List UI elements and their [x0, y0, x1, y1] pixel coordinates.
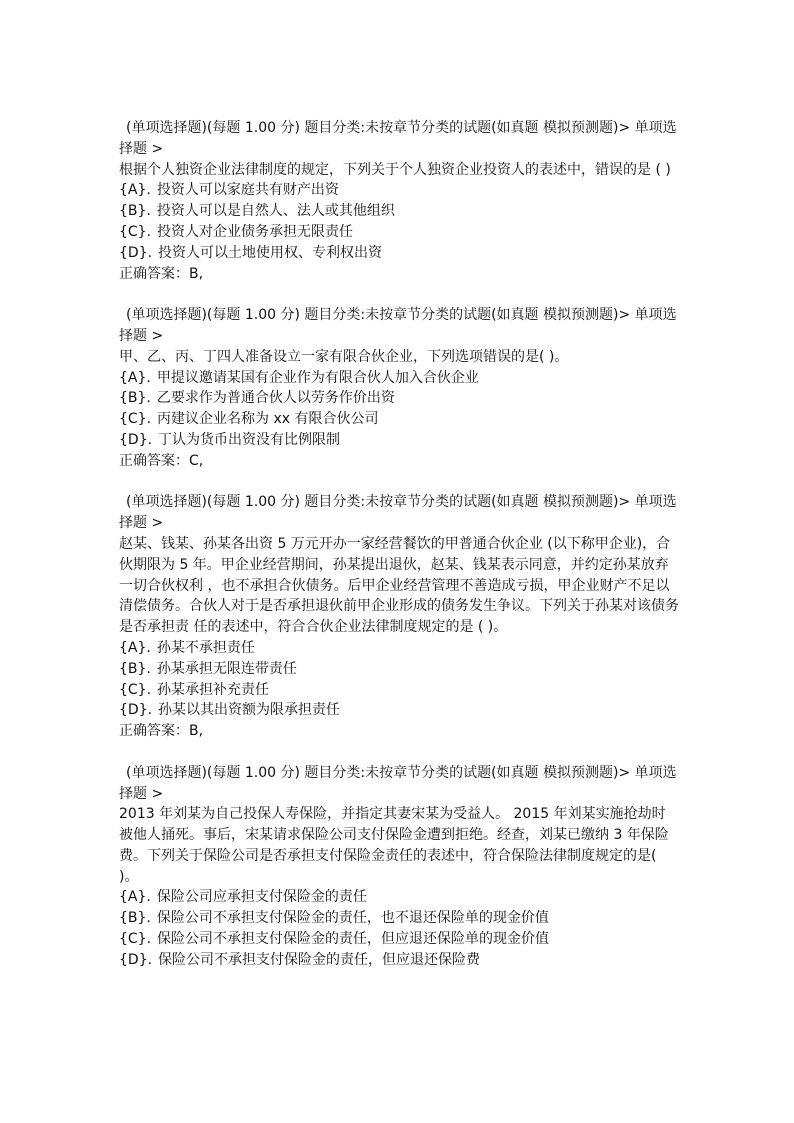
option-key: {C}.: [119, 411, 152, 428]
option-text: 孙某承担补充责任: [157, 681, 270, 698]
option-key: {D}.: [119, 244, 153, 261]
option-a: [119, 368, 679, 389]
question-block-4: [119, 763, 679, 971]
question-stem: 根据个人独资企业法律制度的规定，下列关于个人独资企业投资人的表述中，错误的是 ( ): [119, 161, 671, 178]
option-key: {D}.: [119, 431, 153, 448]
option-a: [119, 887, 679, 908]
question-stem: 甲、乙、丙、丁四人准备设立一家有限合伙企业，下列选项错误的是( )。: [119, 348, 569, 365]
option-text: 丁认为货币出资没有比例限制: [158, 431, 341, 448]
option-text: 投资人可以土地使用权、专利权出资: [158, 244, 383, 261]
option-b: [119, 659, 679, 680]
option-key: {C}.: [119, 931, 152, 948]
question-block-1: [119, 118, 679, 284]
option-key: {B}.: [119, 910, 151, 927]
option-d: [119, 243, 679, 264]
option-text: 投资人可以家庭共有财产出资: [156, 182, 339, 199]
option-key: {C}.: [119, 681, 152, 698]
option-d: [119, 700, 679, 721]
option-text: 甲提议邀请某国有企业作为有限合伙人加入合伙企业: [156, 369, 479, 386]
option-text: 保险公司应承担支付保险金的责任: [156, 889, 367, 906]
option-text: 孙某不承担责任: [156, 639, 255, 656]
option-c: [119, 222, 679, 243]
correct-answer: 正确答案：C,: [119, 452, 204, 469]
option-d: [119, 950, 679, 971]
option-key: {A}.: [119, 369, 151, 386]
option-text: 孙某以其出资额为限承担责任: [158, 702, 341, 719]
question-header: (单项选择题)(每题 1.00 分) 题目分类:未按章节分类的试题(如真题 模拟预测题)> 单项选择题 >: [119, 494, 677, 532]
question-block-3: [119, 492, 679, 742]
option-c: [119, 680, 679, 701]
option-key: {B}.: [119, 203, 151, 220]
option-text: 保险公司不承担支付保险金的责任，也不退还保险单的现金价值: [156, 910, 549, 927]
option-text: 保险公司不承担支付保险金的责任，但应退还保险单的现金价值: [157, 931, 550, 948]
option-text: 丙建议企业名称为 xx 有限合伙公司: [157, 411, 379, 428]
document-page: [119, 118, 679, 991]
option-a: [119, 180, 679, 201]
question-block-2: [119, 305, 679, 471]
question-header: (单项选择题)(每题 1.00 分) 题目分类:未按章节分类的试题(如真题 模拟预测题)> 单项选择题 >: [119, 307, 677, 344]
option-key: {A}.: [119, 182, 151, 199]
correct-answer: 正确答案：B,: [119, 723, 204, 740]
question-stem: 赵某、钱某、孙某各出资 5 万元开办一家经营餐饮的甲普通合伙企业 (以下称甲企业)，合伙期限为 5 年。甲企业经营期间，孙某提出退伙，赵某、钱某表示同意，并约定孙某放弃一切合伙权利 ，也不承担合伙债务。后甲企业经营管理不善造成亏损，甲企业财产不足以清偿债务。合伙人对于是否承担退伙前甲企业形成的债务发生争议。下列关于孙某对该债务是否承担责 任的表述中，符合合伙企业法律制度规定的是 ( )。: [119, 535, 679, 636]
option-text: 投资人可以是自然人、法人或其他组织: [156, 203, 395, 220]
option-text: 乙要求作为普通合伙人以劳务作价出资: [156, 390, 395, 407]
question-header: (单项选择题)(每题 1.00 分) 题目分类:未按章节分类的试题(如真题 模拟预测题)> 单项选择题 >: [119, 120, 677, 157]
correct-answer: 正确答案：B,: [119, 265, 204, 282]
option-key: {C}.: [119, 223, 152, 240]
option-text: 投资人对企业债务承担无限责任: [157, 223, 354, 240]
option-key: {B}.: [119, 660, 151, 677]
option-a: [119, 638, 679, 659]
option-key: {D}.: [119, 951, 153, 968]
option-b: [119, 388, 679, 409]
option-c: [119, 929, 679, 950]
option-c: [119, 409, 679, 430]
option-b: [119, 908, 679, 929]
option-key: {A}.: [119, 639, 151, 656]
option-d: [119, 430, 679, 451]
option-text: 保险公司不承担支付保险金的责任，但应退还保险费: [158, 951, 481, 968]
question-header: (单项选择题)(每题 1.00 分) 题目分类:未按章节分类的试题(如真题 模拟预测题)> 单项选择题 >: [119, 764, 677, 802]
option-key: {D}.: [119, 702, 153, 719]
option-key: {B}.: [119, 390, 151, 407]
option-text: 孙某承担无限连带责任: [156, 660, 297, 677]
question-stem: 2013 年刘某为自己投保人寿保险，并指定其妻宋某为受益人。 2015 年刘某实施抢劫时被他人捅死。事后，宋某请求保险公司支付保险金遭到拒绝。经查，刘某已缴纳 3 年保险费。下列关于保险公司是否承担支付保险金责任的表述中，符合保险法律制度规定的是( )。: [119, 806, 669, 885]
option-b: [119, 201, 679, 222]
option-key: {A}.: [119, 889, 151, 906]
